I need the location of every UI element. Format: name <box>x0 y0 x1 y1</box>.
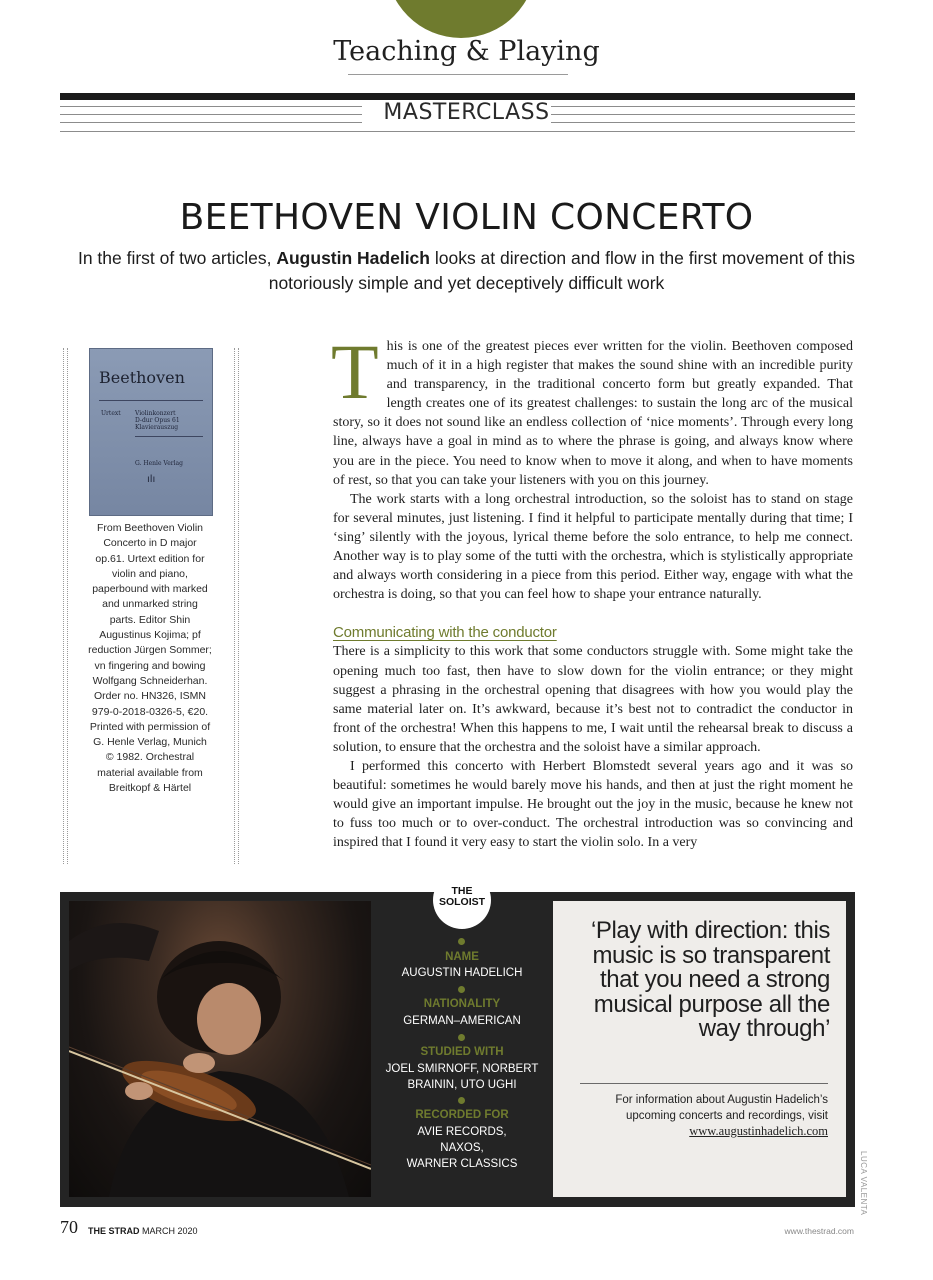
nationality-label: NATIONALITY <box>423 998 501 1010</box>
paragraph-text: his is one of the greatest pieces ever written for the violin. Beethoven composed much of it in a high register that makes the sound shine with an incredible purity and transparency, in the traditional concerto form but greatly expanded. That length creates one of its greatest challenges: to sustain the long arc of the musical story, so it does not sound like an endless collection of ‘nice moments’. Through every long line, always have a goal in mind as to where the phrase is going, and always know where you are in the piece. You need to know when to move it along, and when to have moments of rest, so that you can take your listeners with you on this journey. <box>333 339 853 488</box>
magazine-issue: MARCH 2020 <box>142 1226 198 1236</box>
sidebar-dotted-rule <box>67 348 68 864</box>
cover-rule <box>135 436 203 437</box>
article-standfirst <box>70 246 863 296</box>
body-paragraph <box>331 328 853 490</box>
footer-magazine <box>88 1226 198 1236</box>
page-number: 70 <box>60 1217 78 1237</box>
pull-quote-rule <box>580 1083 828 1084</box>
cover-publisher: G. Henle Verlag <box>135 460 183 467</box>
recorded-for-value-2: NAXOS, <box>440 1142 484 1154</box>
body-paragraph: There is a simplicity to this work that some conductors struggle with. Some might take the opening much too fast, then have to slow down for the violin entrance; or they might suggest a phrasing in the orchestral opening that disagrees with how you would play the same material later on. It’s awkward, because it’s best not to contradict the conductor in front of the orchestra! When this happens to me, I wait until the rehearsal break to discuss a solution, to ensure that the orchestra and the soloist have a similar approach. <box>333 644 853 755</box>
studied-with-value-2: BRAININ, UTO UGHI <box>407 1079 517 1091</box>
standfirst-rest: looks at direction and flow in the first movement of this notoriously simple and yet deceptively difficult work <box>268 248 856 293</box>
cover-rule <box>99 400 203 401</box>
cover-title: Beethoven <box>99 368 185 387</box>
header-circle-ornament <box>386 0 536 38</box>
score-cover-image <box>89 348 213 516</box>
recorded-for-label: RECORDED FOR <box>415 1109 509 1121</box>
recorded-for-value-3: WARNER CLASSICS <box>406 1158 518 1170</box>
standfirst-author: Augustin Hadelich <box>276 248 430 268</box>
body-paragraph: I performed this concerto with Herbert Blomstedt several years ago and it was so beautiful: sometimes he would barely move his hands, and then at just the right moment he would give an important impulse. He brought out the joy in the music, because he knew not to fuss too much or to over-conduct. The orchestral introduction was so convincing and inspired that I found it very easy to start the violin solo. In a very <box>333 758 853 851</box>
cover-subtitle: Violinkonzert D-dur Opus 61 Klavierauszug <box>135 410 180 431</box>
violinist-illustration <box>69 901 371 1197</box>
publisher-logo-icon: ılı <box>147 474 156 485</box>
nationality-value: GERMAN–AMERICAN <box>403 1015 521 1027</box>
sidebar-dotted-rule <box>238 348 239 864</box>
article-body <box>331 328 853 852</box>
studied-with-label: STUDIED WITH <box>420 1046 504 1058</box>
sidebar-dotted-rule <box>63 348 64 864</box>
website-link[interactable]: www.augustinhadelich.com <box>689 1124 828 1138</box>
more-info-copy: For information about Augustin Hadelich’s upcoming concerts and recordings, visit <box>615 1094 828 1122</box>
magazine-name: THE STRAD <box>88 1226 140 1236</box>
photo-credit: LUCA VALENTA <box>859 1151 868 1216</box>
bullet-dot-icon <box>458 938 465 945</box>
cover-urtext: Urtext <box>101 410 121 417</box>
footer-url[interactable]: www.thestrad.com <box>784 1226 854 1236</box>
rubric-label: MASTERCLASS <box>383 100 550 125</box>
more-info-text <box>600 1093 828 1141</box>
studied-with-value-1: JOEL SMIRNOFF, NORBERT <box>385 1063 539 1075</box>
badge-line-1: THE <box>451 885 473 897</box>
name-value: AUGUSTIN HADELICH <box>401 967 523 979</box>
soloist-badge <box>433 871 491 929</box>
pull-quote: ‘Play with direction: this music is so transparent that you need a strong musical purpose all the way through’ <box>590 917 830 1042</box>
header-heavy-rule <box>60 93 855 100</box>
name-label: NAME <box>445 951 479 963</box>
section-title-underline <box>348 74 568 75</box>
sidebar-dotted-rule <box>234 348 235 864</box>
cover-caption: From Beethoven Violin Concerto in D major op.61. Urtext edition for violin and piano, paperbound with marked and unmarked string parts. Editor Shin Augustinus Kojima; pf reduction Jürgen Sommer; vn fingering and bowing Wolfgang Schneiderhan. Order no. HN326, ISMN 979-0-2018-0326-5, €20. Printed with permission of G. Henle Verlag, Munich © 1982. Orchestral material available from Breitkopf & Härtel <box>88 522 212 795</box>
article-headline: BEETHOVEN VIOLIN CONCERTO <box>179 197 754 238</box>
body-paragraph: The work starts with a long orchestral introduction, so the soloist has to stand on stage for several minutes, just listening. I find it helpful to participate mentally during that time; I ‘sing’ silently with the joyous, lyrical theme before the solo entrance, to help me connect. Another way is to play some of the tutti with the orchestra, which is stylistically appropriate and always worth considering in a piece from this period. Either way, engage with what the orchestra is doing, so that you can feel how to shape your entrance naturally. <box>333 491 853 603</box>
bullet-dot-icon <box>458 1097 465 1104</box>
standfirst-intro: In the first of two articles, <box>77 248 277 268</box>
bullet-dot-icon <box>458 1034 465 1041</box>
rule-full <box>60 131 855 132</box>
article-subhead: Communicating with the conductor <box>333 624 557 642</box>
bullet-dot-icon <box>458 986 465 993</box>
badge-line-2: SOLOIST <box>438 896 486 908</box>
section-title: Teaching & Playing <box>333 36 600 67</box>
soloist-photo <box>69 901 371 1197</box>
drop-cap: T <box>331 328 379 415</box>
recorded-for-value-1: AVIE RECORDS, <box>417 1126 507 1138</box>
